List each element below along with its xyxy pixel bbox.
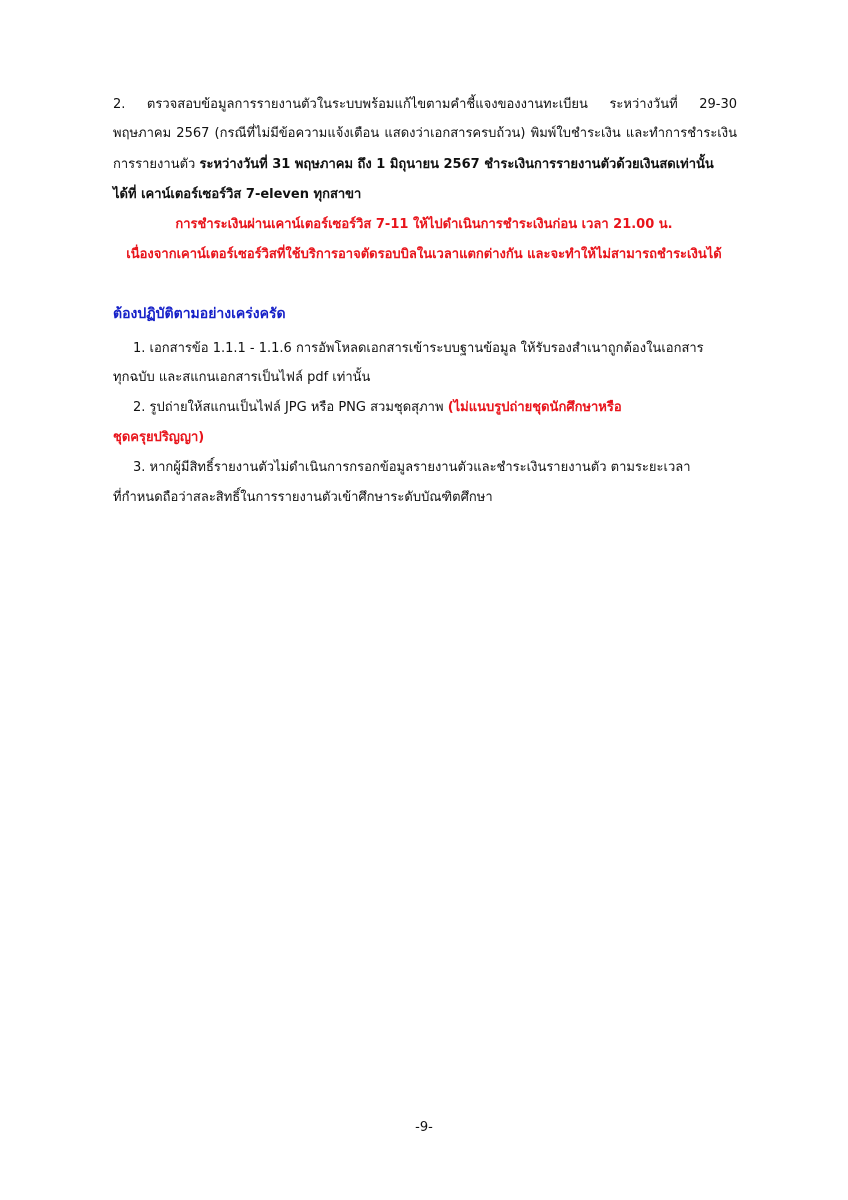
warning-line2: เนื่องจากเคาน์เตอร์เซอร์วิสที่ใช้บริการอาจตัดรอบบิลในเวลาแตกต่างกัน และจะทำให้ไม่สามารถชำระเงินได้ [126,247,722,262]
section2-line3 [113,155,714,175]
section2-line2-word: พิมพ์ใบชำระเงิน [530,126,621,141]
strict-item3-line2: ที่กำหนดถือว่าสละสิทธิ์ในการรายงานตัวเข้าศึกษาระดับบัณฑิตศึกษา [113,490,493,505]
strict-item2-red-note: (ไม่แนบรูปถ่ายชุดนักศึกษาหรือ [447,400,622,415]
strict-item1-line1: 1. เอกสารข้อ 1.1.1 - 1.1.6 การอัพโหลดเอกสารเข้าระบบฐานข้อมูล ให้รับรองสำเนาถูกต้องในเอกสาร [133,341,704,356]
section2-line2 [113,124,737,144]
section2-line2-word: 2567 [176,126,210,141]
strict-item2-line2: ชุดครุยปริญญา) [113,430,205,445]
strict-item3-line1: 3. หากผู้มีสิทธิ์รายงานตัวไม่ดำเนินการกรอกข้อมูลรายงานตัวและชำระเงินรายงานตัว ตามระยะเวลา [133,460,691,475]
section2-line1-word: ระหว่างวันที่ [609,97,678,112]
strict-item2-line1 [133,398,622,418]
section2-line1-word: ตรวจสอบข้อมูลการรายงานตัวในระบบพร้อมแก้ไขตามคำชี้แจงของงานทะเบียน [146,97,588,112]
strict-item2-text: 2. รูปถ่ายให้สแกนเป็นไฟล์ JPG หรือ PNG สวมชุดสุภาพ [133,400,444,415]
section2-line2-word: (กรณีที่ไม่มีข้อความแจ้งเตือน [214,126,380,141]
section2-line2-word: พฤษภาคม [113,126,172,141]
section2-line1-word: 29-30 [699,97,737,112]
section2-line2-word: แสดงว่าเอกสารครบถ้วน) [384,126,526,141]
strict-item1-line2: ทุกฉบับ และสแกนเอกสารเป็นไฟล์ pdf เท่านั้น [113,370,371,385]
section2-line1 [113,95,737,115]
section2-line1-word: 2. [113,97,126,112]
strict-heading: ต้องปฏิบัติตามอย่างเคร่งครัด [113,306,286,322]
page-number: -9- [415,1120,433,1135]
section2-line3-bold: ระหว่างวันที่ 31 พฤษภาคม ถึง 1 มิถุนายน 2567 ชำระเงินการรายงานตัวด้วยเงินสดเท่านั้น [199,157,714,172]
warning-line1: การชำระเงินผ่านเคาน์เตอร์เซอร์วิส 7-11 ให้ไปดำเนินการชำระเงินก่อน เวลา 21.00 น. [175,217,673,232]
section2-line2-word: และทำการชำระเงิน [625,126,737,141]
section2-line4: ได้ที่ เคาน์เตอร์เซอร์วิส 7-eleven ทุกสาขา [113,187,362,202]
section2-line3-prefix: การรายงานตัว [113,157,196,172]
